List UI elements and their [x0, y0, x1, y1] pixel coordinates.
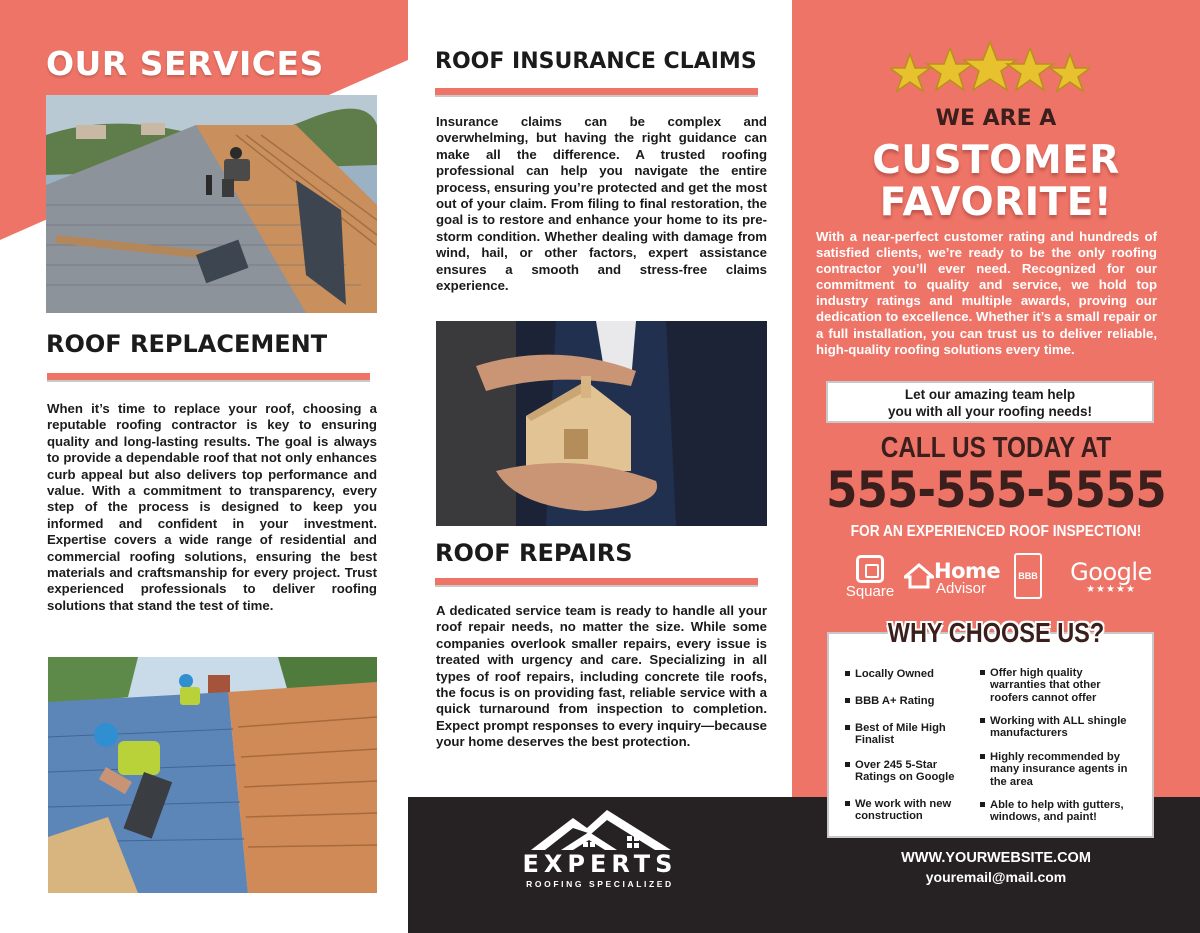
why-item-shingle-manufacturers: Working with ALL shingle manufacturers [990, 715, 1145, 740]
right-panel [792, 0, 1200, 933]
google-stars-icon: ★★★★★ [1086, 584, 1136, 595]
five-star-rating-icon [890, 40, 1090, 98]
why-choose-us-title: WHY CHOOSE US? [887, 617, 1105, 648]
we-are-a-heading: WE ARE A [935, 106, 1057, 131]
why-choose-us-box [827, 632, 1154, 838]
why-item-google-ratings: Over 245 5-Star Ratings on Google [855, 759, 970, 784]
company-tagline: ROOFING SPECIALIZED [526, 879, 674, 889]
homeadvisor-advisor-label: Advisor [936, 580, 987, 597]
bbb-badge [1014, 553, 1042, 599]
call-us-heading: CALL US TODAY AT [880, 432, 1112, 464]
roof-replacement-title: ROOF REPLACEMENT [46, 330, 328, 358]
insurance-claims-body: Insurance claims can be complex and overwhelming, but having the right guidance can make all the difference. A trusted roofing professional can help you navigate the entire process, ensuring you’re protected and get the most out of your claim. From filing to final restoration, the goal is to restore and enhance your home to its pre-storm condition. Whether dealing with damage from wind, hail, or other factors, expert assistance ensures a smooth and stress-free claims experience. [436, 114, 767, 294]
logo-footer [408, 797, 792, 933]
inspection-subheading: FOR AN EXPERIENCED ROOF INSPECTION! [850, 523, 1142, 540]
roof-repairs-title: ROOF REPAIRS [435, 539, 633, 567]
why-item-locally-owned: Locally Owned [855, 668, 975, 680]
why-item-warranties: Offer high quality warranties that other roofers cannot offer [990, 667, 1140, 704]
middle-panel [408, 0, 792, 933]
house-hands-illustration [436, 321, 767, 526]
roof-photo-illustration [46, 95, 377, 313]
roofers-photo-illustration [48, 657, 377, 893]
square-badge [842, 555, 898, 600]
left-panel [0, 0, 408, 933]
company-name: EXPERTS [522, 850, 678, 878]
why-item-new-construction: We work with new construction [855, 798, 970, 823]
bbb-label: BBB [1018, 571, 1038, 581]
insurance-claims-title: ROOF INSURANCE CLAIMS [435, 49, 757, 74]
why-item-bbb-rating: BBB A+ Rating [855, 695, 975, 707]
photo-roofers-installing-shingles [48, 657, 377, 893]
photo-roofers-on-tile-roof [46, 95, 377, 313]
review-badges [842, 553, 1162, 605]
customer-favorite-body: With a near-perfect customer rating and hundreds of satisfied clients, we’re ready to be the only roofing contractor you’ll ever need. Recognized for our commitment to quality and service, we hold top industry ratings and multiple awards, proving our dedication to excellence. Whether it’s a small repair or a full installation, you can trust us to deliver reliable, high-quality roofing solutions every time. [816, 229, 1157, 357]
team-help-line-2: you with all your roofing needs! [887, 404, 1092, 419]
house-icon [904, 563, 934, 589]
google-badge [1056, 558, 1166, 595]
photo-hands-protecting-house [436, 321, 767, 526]
team-help-line-1: Let our amazing team help [904, 387, 1076, 402]
homeadvisor-home-label: Home [934, 559, 1001, 583]
why-item-gutters-windows-paint: Able to help with gutters, windows, and paint! [990, 799, 1145, 824]
roof-repairs-body: A dedicated service team is ready to handle all your roof repair needs, no matter the size. While some companies overlook smaller repairs, every issue is treated with urgency and care. Specializing in all types of roof repairs, including concrete tile roofs, the focus is on providing fast, reliable service with a quick turnaround from inspection to completion. Expect prompt responses to every inquiry—because your home deserves the best protection. [436, 603, 767, 750]
roof-replacement-body: When it’s time to replace your roof, choosing a reputable roofing contractor is key to ensuring quality and long-lasting results. The goal is always to provide a dependable roof that not only enhances curb appeal but also delivers top performance and value. With a commitment to transparency, every step of the process is designed to keep you informed and confident in your investment. Expertise covers a wide range of residential and commercial roofing solutions, ensuring the best materials and craftsmanship for every project. Trust experienced professionals to deliver roofing solutions that stand the test of time. [47, 401, 377, 613]
roof-logo-icon [531, 806, 671, 854]
why-item-best-of-mile-high: Best of Mile High Finalist [855, 722, 965, 747]
section-divider [435, 578, 758, 587]
section-divider [47, 373, 370, 382]
square-label: Square [845, 583, 895, 600]
customer-heading: CUSTOMER [872, 138, 1120, 183]
team-help-box [826, 381, 1154, 423]
phone-number[interactable]: 555-555-5555 [826, 461, 1166, 519]
why-item-insurance-agents: Highly recommended by many insurance agents in the area [990, 751, 1145, 788]
website-link[interactable]: WWW.YOURWEBSITE.COM [901, 850, 1091, 866]
favorite-heading: FAVORITE! [879, 180, 1113, 225]
email-link[interactable]: youremail@mail.com [925, 869, 1067, 885]
google-label: Google [1070, 558, 1152, 586]
section-divider [435, 88, 758, 97]
our-services-heading: OUR SERVICES [46, 44, 324, 83]
square-icon [856, 555, 884, 583]
